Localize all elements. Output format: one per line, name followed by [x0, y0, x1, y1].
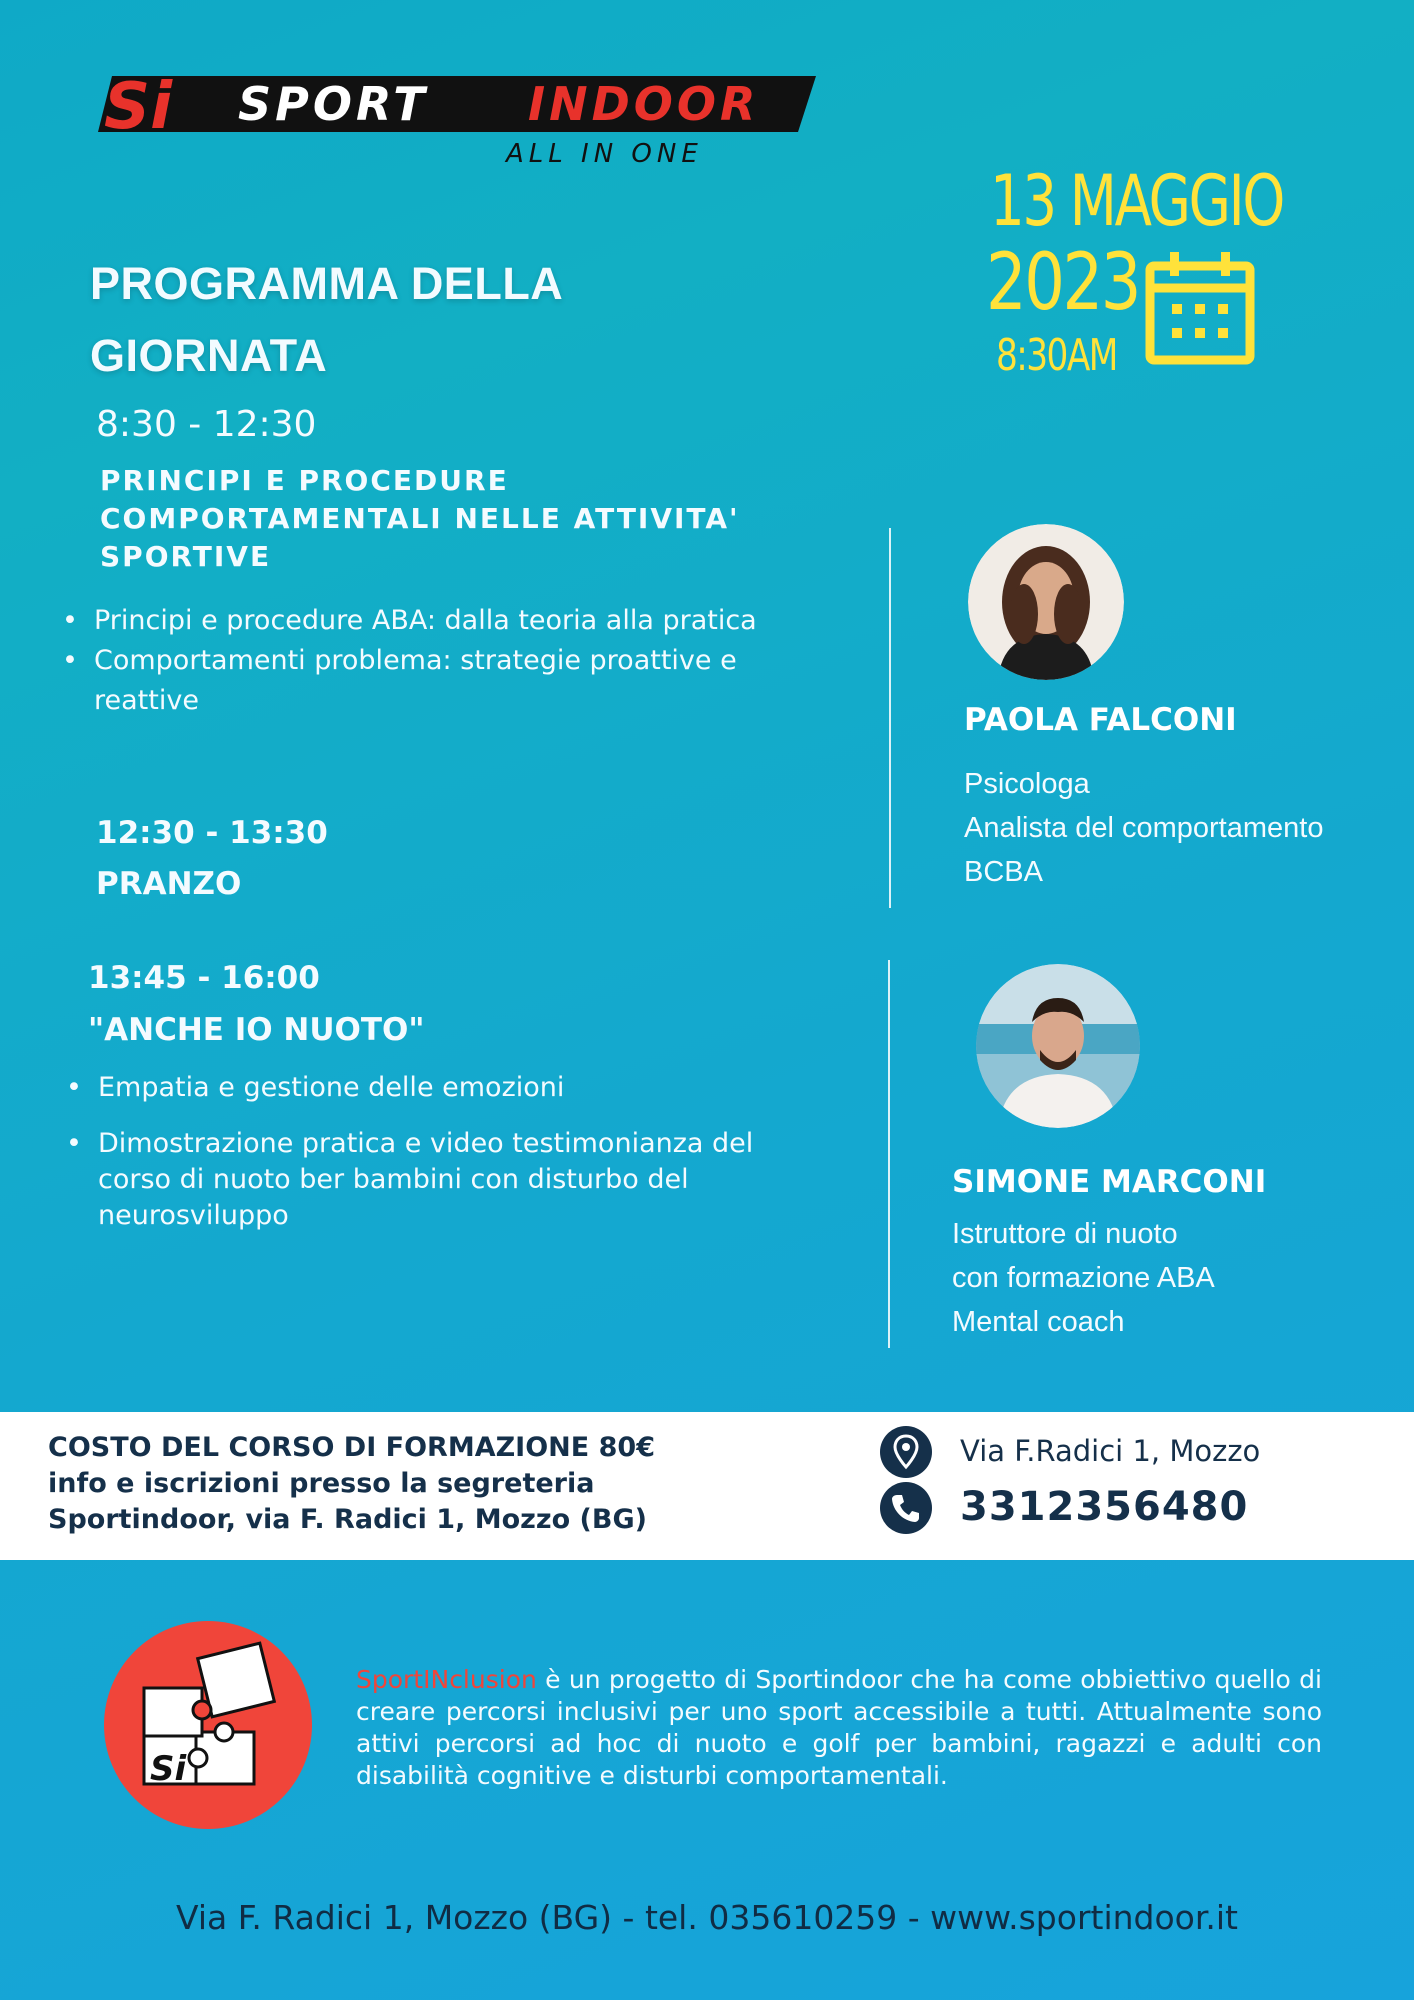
sportinclusion-text: è un progetto di Sportindoor che ha come obbiettivo quello di creare percorsi inclusivi per uno sport accessibile a tutti. Attualmente sono attivi percorsi ad hoc di nuoto e golf per bambini, ragazzi e adulti con disabilità cognitive e disturbi comportamentali.: [356, 1665, 1322, 1790]
logo-word-indoor: INDOOR: [528, 77, 760, 131]
speaker2-roles: [952, 1212, 1392, 1344]
session1-bullets: [62, 601, 782, 721]
inclusion-logo-mark: Si: [150, 1749, 187, 1789]
speaker1-avatar: [968, 524, 1124, 680]
speaker1-roles: [964, 762, 1414, 894]
speaker-role-line: Analista del comportamento: [964, 812, 1324, 844]
speaker-divider: [889, 528, 891, 908]
session1-time: 8:30 - 12:30: [96, 404, 317, 445]
speaker-role-line: BCBA: [964, 856, 1043, 888]
sportinclusion-brand: SportINclusion: [356, 1665, 537, 1694]
event-time: 8:30AM: [996, 330, 1117, 381]
speaker-role-line: con formazione ABA: [952, 1262, 1215, 1294]
speaker2-name: SIMONE MARCONI: [952, 1164, 1267, 1200]
program-title: [90, 248, 563, 392]
speaker-role-line: Psicologa: [964, 768, 1090, 800]
calendar-icon: [1144, 250, 1256, 366]
speaker-role-line: Mental coach: [952, 1306, 1125, 1338]
sportinclusion-description: [356, 1664, 1322, 1792]
session1-title-line: SPORTIVE: [100, 540, 272, 573]
event-day-month: 13 MAGGIO: [990, 160, 1283, 242]
session3-title: "ANCHE IO NUOTO": [88, 1012, 425, 1048]
session1-title: [100, 462, 780, 576]
sport-indoor-logo: [98, 74, 816, 166]
cost-line: Sportindoor, via F. Radici 1, Mozzo (BG): [48, 1504, 647, 1535]
venue-address: Via F.Radici 1, Mozzo: [960, 1434, 1261, 1468]
bullet-item: • Empatia e gestione delle emozioni: [66, 1070, 786, 1106]
session2-title: PRANZO: [96, 866, 242, 902]
program-title-line2: GIORNATA: [90, 330, 328, 381]
bullet-item: • Dimostrazione pratica e video testimonianza del corso di nuoto ber bambini con disturbo del neurosviluppo: [66, 1126, 786, 1234]
session3-bullets: [66, 1070, 786, 1254]
footer-contacts: Via F. Radici 1, Mozzo (BG) - tel. 035610259 - www.sportindoor.it: [175, 1898, 1238, 1937]
speaker-role-line: Istruttore di nuoto: [952, 1218, 1178, 1250]
session1-title-line: PRINCIPI E PROCEDURE: [100, 464, 509, 497]
logo-tagline: ALL IN ONE: [506, 139, 703, 166]
bullet-item: • Principi e procedure ABA: dalla teoria alla pratica: [62, 601, 782, 641]
speaker2-avatar: [976, 964, 1140, 1128]
session2-time: 12:30 - 13:30: [96, 815, 328, 851]
phone-number: 3312356480: [960, 1484, 1249, 1530]
logo-word-sport: SPORT: [238, 77, 429, 131]
program-title-line1: PROGRAMMA DELLA: [90, 258, 564, 309]
sportinclusion-puzzle-logo: [102, 1614, 314, 1836]
phone-icon: [878, 1480, 934, 1536]
speaker1-name: PAOLA FALCONI: [964, 702, 1237, 738]
speaker-divider: [888, 960, 890, 1348]
cost-line: COSTO DEL CORSO DI FORMAZIONE 80€: [48, 1432, 655, 1463]
logo-mark: Si: [104, 74, 173, 144]
session3-time: 13:45 - 16:00: [88, 960, 320, 996]
session1-title-line: COMPORTAMENTALI NELLE ATTIVITA': [100, 502, 740, 535]
course-cost-info: [48, 1430, 655, 1538]
bullet-item: • Comportamenti problema: strategie proattive e reattive: [62, 641, 782, 721]
cost-line: info e iscrizioni presso la segreteria: [48, 1468, 595, 1499]
event-year: 2023: [986, 238, 1139, 328]
location-pin-icon: [878, 1424, 934, 1480]
